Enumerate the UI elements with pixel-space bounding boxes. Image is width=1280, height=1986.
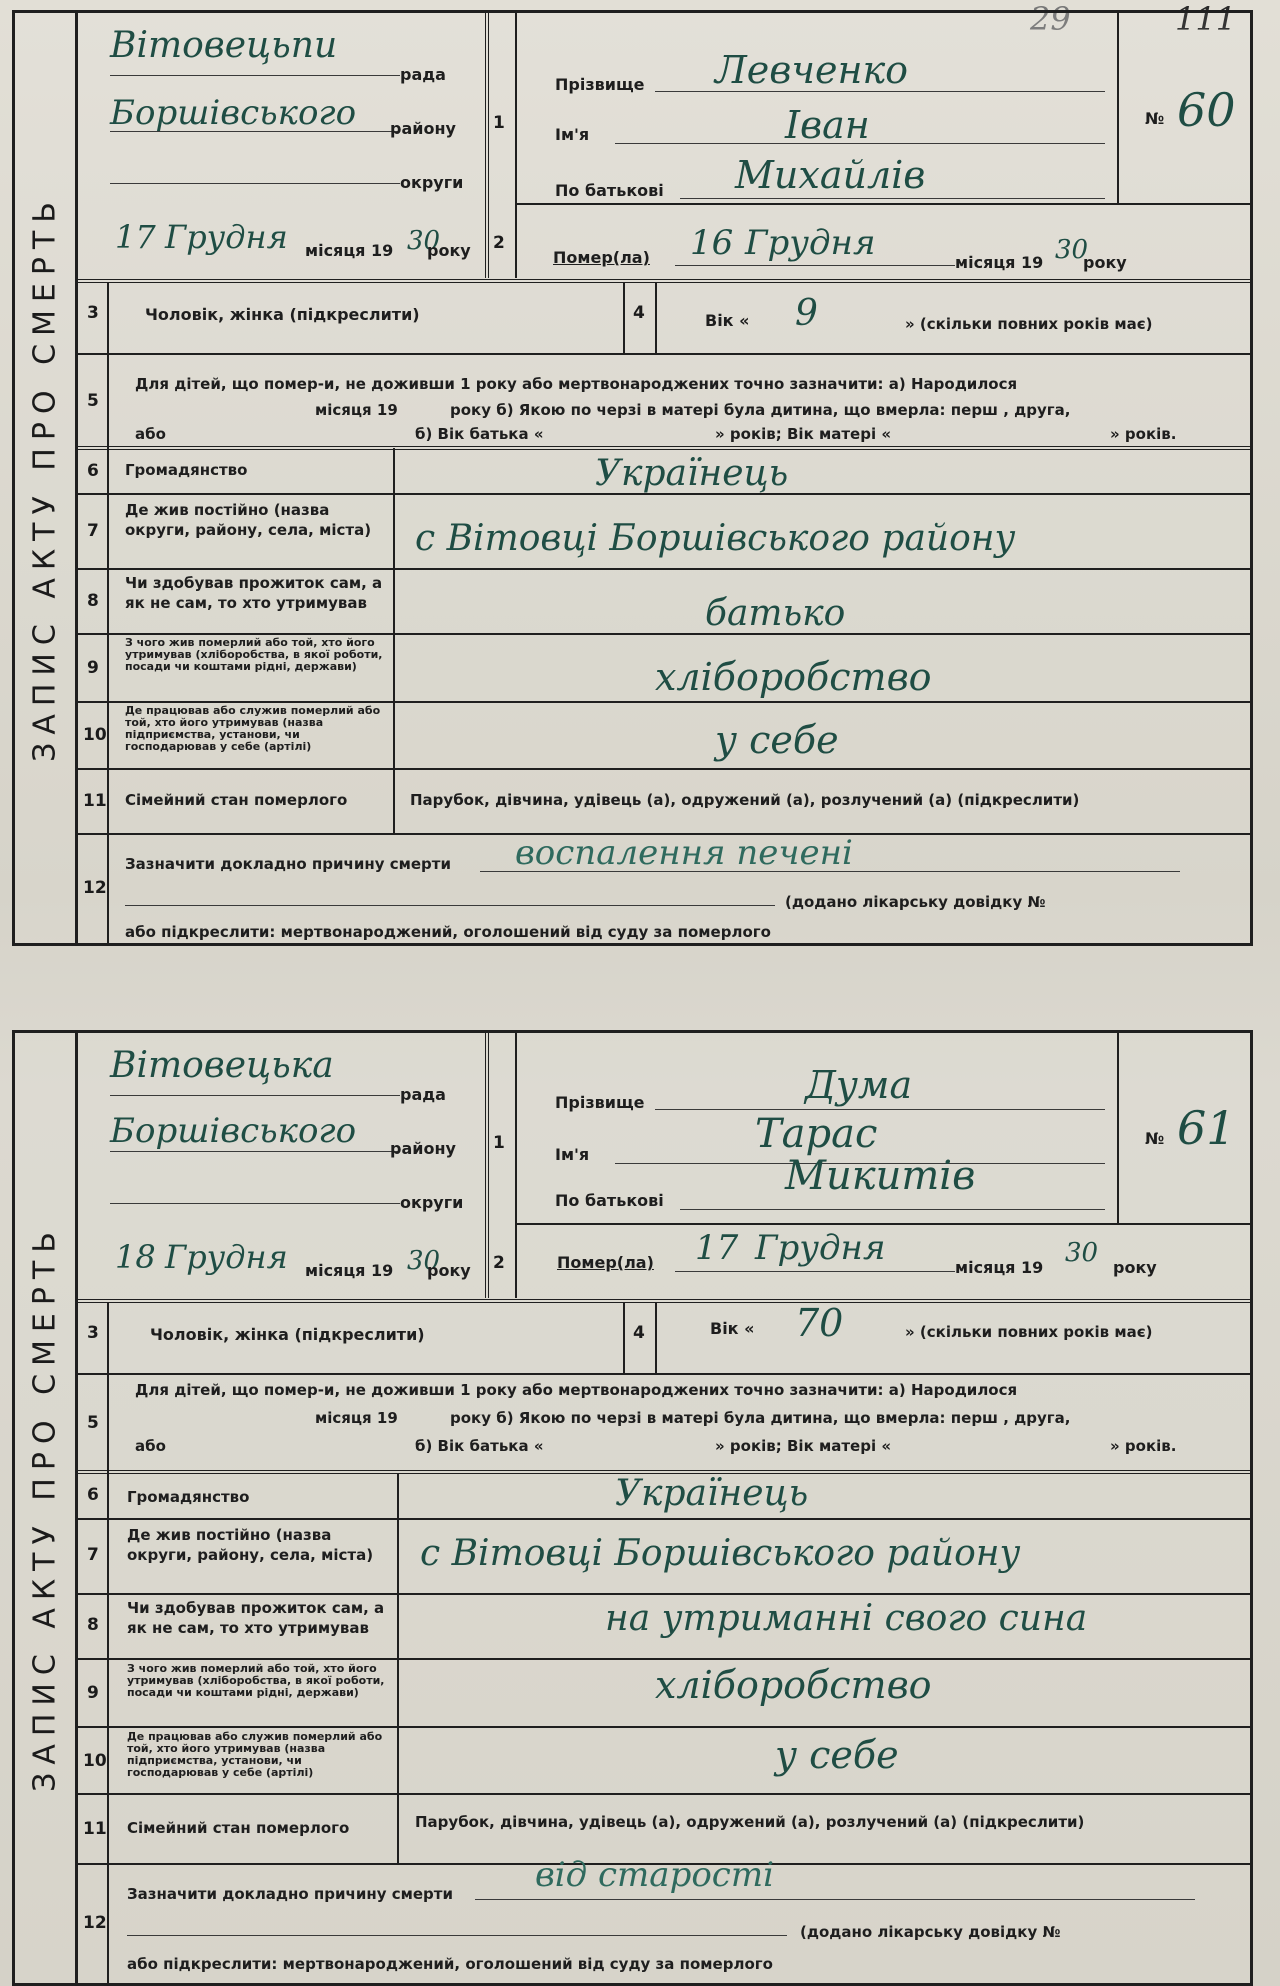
cause-value: воспалення печені [515,833,853,873]
divider [1117,13,1119,203]
fill-line [110,1203,400,1204]
child-info-line3c: » років; Вік матері « [715,1437,892,1455]
row-number: 3 [87,1323,99,1343]
roku-label: року [427,241,471,260]
rada-label: рада [400,65,446,84]
child-info-line3c: » років; Вік матері « [715,425,892,443]
citizenship-label: Громадянство [125,461,248,479]
number-label: № [1145,1129,1165,1148]
divider [75,1518,1250,1520]
pomer-label: Помер(ла) [557,1253,654,1272]
death-year-value: 30 [1055,235,1089,265]
row-number: 10 [83,1751,107,1771]
residence-label: Де жив постійно (назва округи, району, села, міста) [127,1526,374,1564]
name-label: Ім'я [555,125,590,144]
patronymic-value: Микитів [785,1153,976,1199]
age-label: Вік « [705,311,750,330]
divider [107,1303,109,1983]
row-number: 3 [87,303,99,323]
row-number: 4 [633,303,645,323]
divider [75,768,1250,770]
death-record-form-2 [12,1030,1253,1986]
certificate-label: (додано лікарську довідку № [785,893,1046,911]
fill-line [615,143,1105,144]
age-label: Вік « [710,1319,755,1338]
divider [75,279,1250,283]
death-record-form-1 [12,10,1253,946]
patronymic-label: По батькові [555,1191,664,1210]
row-number: 1 [493,1133,505,1153]
child-info-line3b: б) Вік батька « [415,1437,544,1455]
name-label: Ім'я [555,1145,590,1164]
divider [515,13,517,278]
fill-line [110,131,400,132]
row-number: 12 [83,878,107,898]
misyatsia-label: місяця 19 [305,241,394,260]
age-value: 70 [795,1301,844,1345]
age-value: 9 [795,293,818,334]
work-label: Де працював або служив померлий або той, хто його утримував (назва підприємства, установи, чи господарював у себе (артілі) [125,704,381,753]
support-label: Чи здобував прожиток сам, а як не сам, то хто утримував [125,574,383,612]
divider [75,568,1250,570]
row-number: 5 [87,391,99,411]
child-info-line2b: року б) Якою по черзі в матері була дитина, що вмерла: перш , друга, [450,1409,1071,1427]
child-info-line3a: або [135,1437,166,1455]
misyatsia-label: місяця 19 [305,1261,394,1280]
rada-label: рада [400,1085,446,1104]
marital-options: Парубок, дівчина, удівець (а), одружений (а), розлучений (а) (підкреслити) [410,791,1080,809]
death-month-value: Грудня [745,223,876,263]
row-number: 2 [493,233,505,253]
patronymic-value: Михайлів [735,153,926,197]
divider [75,353,1250,355]
record-spine [15,13,78,943]
fill-line [680,1209,1105,1210]
divider [75,1793,1250,1795]
divider [75,633,1250,635]
fill-line [675,1271,955,1272]
child-info-line3d: » років. [1110,1437,1177,1455]
age-suffix-label: » (скільки повних років має) [905,315,1153,333]
raion-value: Боршівського [110,1111,357,1151]
fill-line [110,183,400,184]
livelihood-value: хліборобство [655,655,932,699]
livelihood-label: З чого жив померлий або той, хто його утримував (хліборобства, в якої роботи, посади чи коштами рідні, держави) [127,1662,385,1699]
stillborn-label: або підкреслити: мертвонароджений, оголошений від суду за померлого [127,1955,773,1973]
raionu-label: району [390,1139,456,1158]
village-value: Вітовецьпи [110,25,338,66]
divider [75,1726,1250,1728]
residence-label: Де жив постійно (назва округи, району, села, міста) [125,501,372,539]
marital-label: Сімейний стан померлого [125,791,348,809]
citizenship-value: Українець [615,1473,809,1514]
raionu-label: району [390,119,456,138]
divider [1117,1033,1119,1223]
death-day-value: 17 [695,1228,739,1268]
divider [485,13,489,278]
row-number: 6 [87,1485,99,1505]
age-suffix-label: » (скільки повних років має) [905,1323,1153,1341]
divider [75,446,1250,450]
divider [75,1593,1250,1595]
divider [75,1658,1250,1660]
row-number: 9 [87,658,99,678]
livelihood-label: З чого жив померлий або той, хто його утримував (хліборобства, в якої роботи, посади чи коштами рідні, держави) [125,636,383,673]
record-number-value: 60 [1177,83,1236,137]
village-value: Вітовецька [110,1045,334,1086]
divider [75,701,1250,703]
pomer-label: Помер(ла) [553,248,650,267]
sex-label: Чоловік, жінка (підкреслити) [150,1325,425,1344]
fill-line [675,265,955,266]
reg-month-value: Грудня [165,218,288,256]
divider [623,1303,625,1373]
child-info-line1: Для дітей, що помер-и, не доживши 1 року або мертвонароджених точно зазначити: а) Народилося [135,375,1018,393]
divider [515,1033,517,1298]
child-info-line2: місяця 19 [315,401,398,419]
fill-line [110,75,400,76]
fill-line [655,1109,1105,1110]
support-value: на утриманні свого сина [605,1598,1088,1639]
record-spine [15,1033,78,1983]
certificate-label: (додано лікарську довідку № [800,1923,1061,1941]
row-number: 5 [87,1413,99,1433]
row-number: 11 [83,1819,107,1839]
residence-value: с Вітовці Боршівського району [420,1533,1021,1574]
child-info-line3a: або [135,425,166,443]
fill-line [680,198,1105,199]
child-info-line3d: » років. [1110,425,1177,443]
okruhy-label: округи [400,173,464,192]
row-number: 2 [493,1253,505,1273]
page-mark-left: 29 [1030,0,1071,38]
number-label: № [1145,109,1165,128]
row-number: 11 [83,791,107,811]
death-year-value: 30 [1065,1238,1099,1268]
surname-label: Прізвище [555,75,645,94]
record-number-value: 61 [1177,1101,1236,1155]
death-month-value: Грудня [755,1228,886,1268]
divider [623,283,625,353]
name-value: Тарас [755,1111,878,1157]
reg-day-value: 18 [115,1238,156,1276]
divider [515,1223,1250,1225]
name-value: Іван [785,103,870,147]
reg-year-value: 30 [407,226,441,256]
row-number: 7 [87,521,99,541]
spine-title: ЗАПИС АКТУ ПРО СМЕРТЬ [27,194,63,762]
residence-value: с Вітовці Боршівського району [415,518,1016,559]
roku-label: року [1083,253,1127,272]
row-number: 6 [87,461,99,481]
child-info-line2: місяця 19 [315,1409,398,1427]
cause-label: Зазначити докладно причину смерти [125,855,451,873]
work-value: у себе [775,1733,899,1777]
fill-line [110,1095,400,1096]
reg-year-value: 30 [407,1246,441,1276]
support-value: батько [705,593,846,634]
row-number: 10 [83,725,107,745]
roku-label: року [427,1261,471,1280]
marital-label: Сімейний стан померлого [127,1819,350,1837]
child-info-line3b: б) Вік батька « [415,425,544,443]
death-day-value: 16 [690,223,734,263]
fill-line [655,91,1105,92]
patronymic-label: По батькові [555,181,664,200]
sex-label: Чоловік, жінка (підкреслити) [145,305,420,324]
misyatsia-label: місяця 19 [955,1258,1044,1277]
surname-value: Левченко [715,48,909,92]
citizenship-value: Українець [595,453,789,494]
spine-title: ЗАПИС АКТУ ПРО СМЕРТЬ [27,1224,63,1792]
row-number: 1 [493,113,505,133]
reg-month-value: Грудня [165,1238,288,1276]
misyatsia-label: місяця 19 [955,253,1044,272]
child-info-line2b: року б) Якою по черзі в матері була дитина, що вмерла: перш , друга, [450,401,1071,419]
marital-options: Парубок, дівчина, удівець (а), одружений (а), розлучений (а) (підкреслити) [415,1813,1085,1831]
surname-value: Дума [805,1063,913,1107]
row-number: 7 [87,1545,99,1565]
support-label: Чи здобував прожиток сам, а як не сам, то хто утримував [127,1599,385,1637]
surname-label: Прізвище [555,1093,645,1112]
work-label: Де працював або служив померлий або той, хто його утримував (назва підприємства, установи, чи господарював у себе (артілі) [127,1730,383,1779]
row-number: 12 [83,1913,107,1933]
divider [107,283,109,943]
divider [655,283,657,353]
divider [655,1303,657,1373]
divider [75,1373,1250,1375]
work-value: у себе [715,718,839,762]
row-number: 4 [633,1323,645,1343]
fill-line [125,905,775,906]
divider [393,448,395,833]
fill-line [127,1935,787,1936]
reg-day-value: 17 [115,218,156,256]
cause-value: від старості [535,1855,774,1895]
row-number: 9 [87,1683,99,1703]
divider [485,1033,489,1298]
divider [397,1473,399,1863]
row-number: 8 [87,1615,99,1635]
child-info-line1: Для дітей, що помер-и, не доживши 1 року або мертвонароджених точно зазначити: а) Народилося [135,1381,1018,1399]
divider [75,1299,1250,1303]
cause-label: Зазначити докладно причину смерти [127,1885,453,1903]
fill-line [475,1899,1195,1900]
fill-line [110,1151,400,1152]
page-mark-right: 111 [1175,0,1237,38]
stillborn-label: або підкреслити: мертвонароджений, оголошений від суду за померлого [125,923,771,941]
row-number: 8 [87,591,99,611]
livelihood-value: хліборобство [655,1663,932,1707]
raion-value: Боршівського [110,93,357,133]
divider [515,203,1250,205]
fill-line [480,871,1180,872]
roku-label: року [1113,1258,1157,1277]
okruhy-label: округи [400,1193,464,1212]
citizenship-label: Громадянство [127,1488,250,1506]
